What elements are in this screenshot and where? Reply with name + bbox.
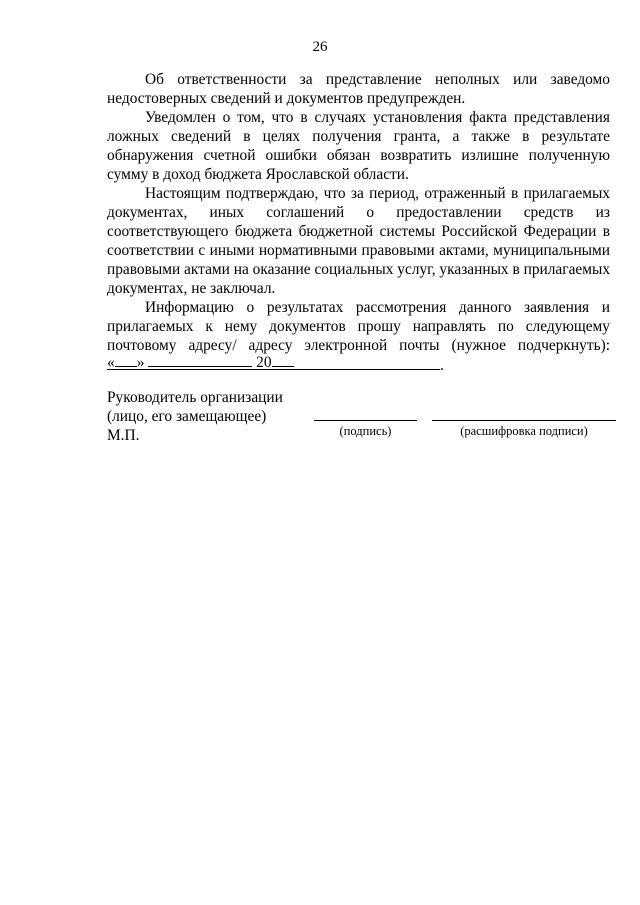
year-blank-line bbox=[272, 352, 294, 367]
signatory-substitute: (лицо, его замещающее) bbox=[107, 408, 267, 425]
day-blank-line bbox=[115, 352, 137, 367]
address-end-period: . bbox=[440, 357, 444, 374]
transcript-line bbox=[432, 420, 616, 421]
seal-label: М.П. bbox=[107, 427, 140, 444]
signature-caption: (подпись) bbox=[339, 424, 392, 438]
month-blank-line bbox=[148, 352, 252, 367]
date-close-quote: » bbox=[136, 354, 145, 371]
paragraph-notification: Уведомлен о том, что в случаях установления факта представления ложных сведений в целях получения гранта, а также в результате обнаружения счетной ошибки обязан возвратить излишне полученную сумму в доход бюджета Ярославской области. bbox=[107, 109, 610, 183]
signature-line bbox=[314, 420, 417, 421]
date-open-quote: « bbox=[107, 354, 115, 371]
contact-request-text: Информацию о результатах рассмотрения данного заявления и прилагаемых к нему документов прошу направлять по следующему почтовому адресу/ адресу электронной почты (нужное подчеркнуть): bbox=[107, 299, 610, 354]
year-prefix: 20 bbox=[256, 354, 272, 371]
paragraph-responsibility: Об ответственности за представление неполных или заведомо недостоверных сведений и документов предупрежден. bbox=[107, 71, 610, 107]
signatory-block bbox=[107, 388, 283, 445]
date-field bbox=[107, 352, 294, 372]
declaration-text bbox=[107, 70, 610, 375]
page-number: 26 bbox=[312, 39, 328, 55]
paragraph-confirmation: Настоящим подтверждаю, что за период, отраженный в прилагаемых документах, иных соглашений о предоставлении средств из соответствующего бюджета бюджетной системы Российской Федерации в соответствии с иными нормативными правовыми актами, муниципальными правовыми актами на оказание социальных услуг, указанных в прилагаемых документах, не заключал. bbox=[107, 185, 611, 297]
transcript-caption: (расшифровка подписи) bbox=[460, 424, 588, 438]
signatory-title: Руководитель организации bbox=[107, 389, 283, 406]
